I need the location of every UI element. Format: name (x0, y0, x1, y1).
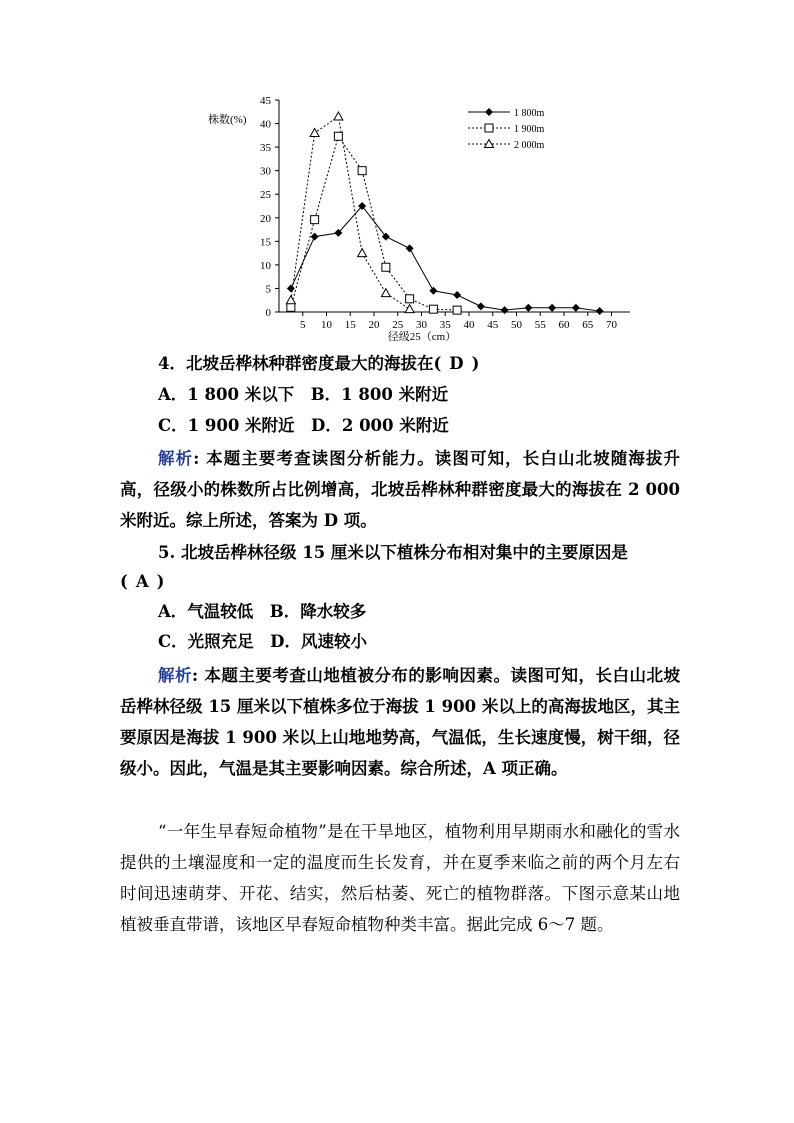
x-tick-label: 45 (487, 319, 499, 331)
data-point-1900m (334, 132, 342, 140)
data-point-1800m (429, 287, 437, 295)
data-point-1800m (287, 284, 295, 292)
data-point-1800m (572, 304, 580, 312)
x-tick-label: 5 (300, 319, 306, 331)
data-point-1900m (358, 167, 366, 175)
q5-analysis-label: 解析 (158, 666, 193, 685)
legend-1800: 1 800m (514, 108, 545, 119)
data-point-2000m (381, 289, 390, 297)
x-tick-label: 20 (368, 319, 380, 331)
data-point-1800m (406, 244, 414, 252)
q4-answer: D (449, 354, 464, 373)
data-point-1800m (524, 304, 532, 312)
data-point-1900m (429, 305, 437, 313)
q5-answer: A (135, 572, 149, 591)
y-tick-label: 35 (260, 142, 271, 155)
q5-answer-line (120, 570, 164, 594)
y-tick-label: 25 (260, 189, 271, 202)
legend-2000: 2 000m (514, 140, 545, 151)
question-4 (158, 352, 479, 376)
question-5 (120, 537, 680, 568)
x-tick-label: 10 (321, 319, 332, 331)
data-point-2000m (334, 112, 343, 120)
data-point-1900m (406, 295, 414, 303)
data-point-1900m (287, 303, 295, 311)
legend-diamond-marker (485, 108, 493, 116)
y-tick-label: 5 (265, 283, 271, 296)
x-tick-label: 15 (344, 319, 356, 331)
x-tick-label: 40 (463, 319, 475, 331)
q4-options-row-1: A．1 800 米以下 B．1 800 米附近 (158, 385, 449, 404)
q4-analysis-label: 解析 (158, 449, 194, 468)
data-point-2000m (310, 128, 319, 136)
x-tick-label: 25 (392, 319, 404, 331)
q4-stem: 4．北坡岳桦林种群密度最大的海拔在( (158, 354, 442, 373)
q4-analysis (120, 443, 680, 536)
y-tick-label: 0 (265, 307, 271, 319)
q5-open: ( (120, 572, 128, 591)
y-tick-label: 45 (260, 95, 271, 107)
y-tick-label: 40 (260, 118, 271, 131)
legend (468, 108, 545, 151)
data-point-1800m (477, 302, 485, 310)
x-tick-label: 70 (606, 319, 617, 331)
q5-analysis (120, 660, 680, 784)
x-tick-label: 30 (416, 319, 427, 331)
q4-options-row-2: C．1 900 米附近 D．2 000 米附近 (158, 416, 449, 435)
data-point-1800m (453, 291, 461, 299)
x-tick-label: 50 (511, 319, 522, 331)
series-line-1 (291, 206, 600, 311)
data-point-1800m (501, 306, 509, 314)
data-point-2000m (358, 249, 367, 257)
passage-short-lived-plants: “一年生早春短命植物”是在干旱地区，植物利用早期雨水和融化的雪水提供的土壤湿度和一定的温度而生长发育，并在夏季来临之前的两个月左右时间迅速萌芽、开花、结实，然后枯萎、死亡的植物群落。下图示意某山地植被垂直带谱，该地区早春短命植物种类丰富。据此完成 6～7 题。 (120, 822, 680, 934)
data-point-1900m (311, 216, 319, 224)
y-tick-label: 30 (260, 165, 271, 178)
y-axis-label: 株数(%) (208, 114, 247, 126)
x-axis-label: 径级25（cm） (387, 331, 457, 343)
legend-square-marker (485, 124, 493, 132)
y-tick-label: 15 (260, 236, 271, 249)
data-point-1800m (311, 233, 319, 241)
x-tick-label: 60 (558, 319, 570, 331)
diameter-distribution-chart (190, 88, 650, 350)
q5-analysis-text: : 本题主要考查山地植被分布的影响因素。读图可知，长白山北坡岳桦林径级 15 厘米以下植株多位于海拔 1 900 米以上的高海拔地区，其主要原因是海拔 1 900 米以上山地地势高，气温低，生长速度慢，树干细，径级小。因此，气温是其主要影响因素。综合所述，A 项正确。 (120, 666, 680, 778)
q5-options-row-2: C．光照充足 D．风速较小 (158, 632, 367, 651)
x-tick-label: 35 (439, 319, 451, 331)
series-line-3 (291, 116, 410, 309)
q5-close: ) (156, 572, 165, 591)
data-point-1800m (548, 304, 556, 312)
data-point-2000m (405, 305, 414, 313)
y-tick-label: 20 (260, 212, 271, 225)
q5-options-row-1: A．气温较低 B．降水较多 (158, 602, 367, 621)
data-point-1900m (453, 306, 461, 314)
x-tick-label: 55 (534, 319, 546, 331)
data-point-1800m (596, 307, 604, 315)
q4-analysis-text: : 本题主要考查读图分析能力。读图可知，长白山北坡随海拔升高，径级小的株数所占比例增高，北坡岳桦林种群密度最大的海拔在 2 000 米附近。综上所述，答案为 D 项。 (120, 449, 680, 530)
q4-close: ) (471, 354, 480, 373)
q5-stem: 5. 北坡岳桦林径级 15 厘米以下植株分布相对集中的主要原因是 (158, 543, 628, 562)
legend-1900: 1 900m (514, 124, 545, 135)
y-tick-label: 10 (260, 259, 271, 272)
x-tick-label: 65 (582, 319, 594, 331)
data-point-1900m (382, 263, 390, 271)
data-point-2000m (286, 296, 295, 304)
